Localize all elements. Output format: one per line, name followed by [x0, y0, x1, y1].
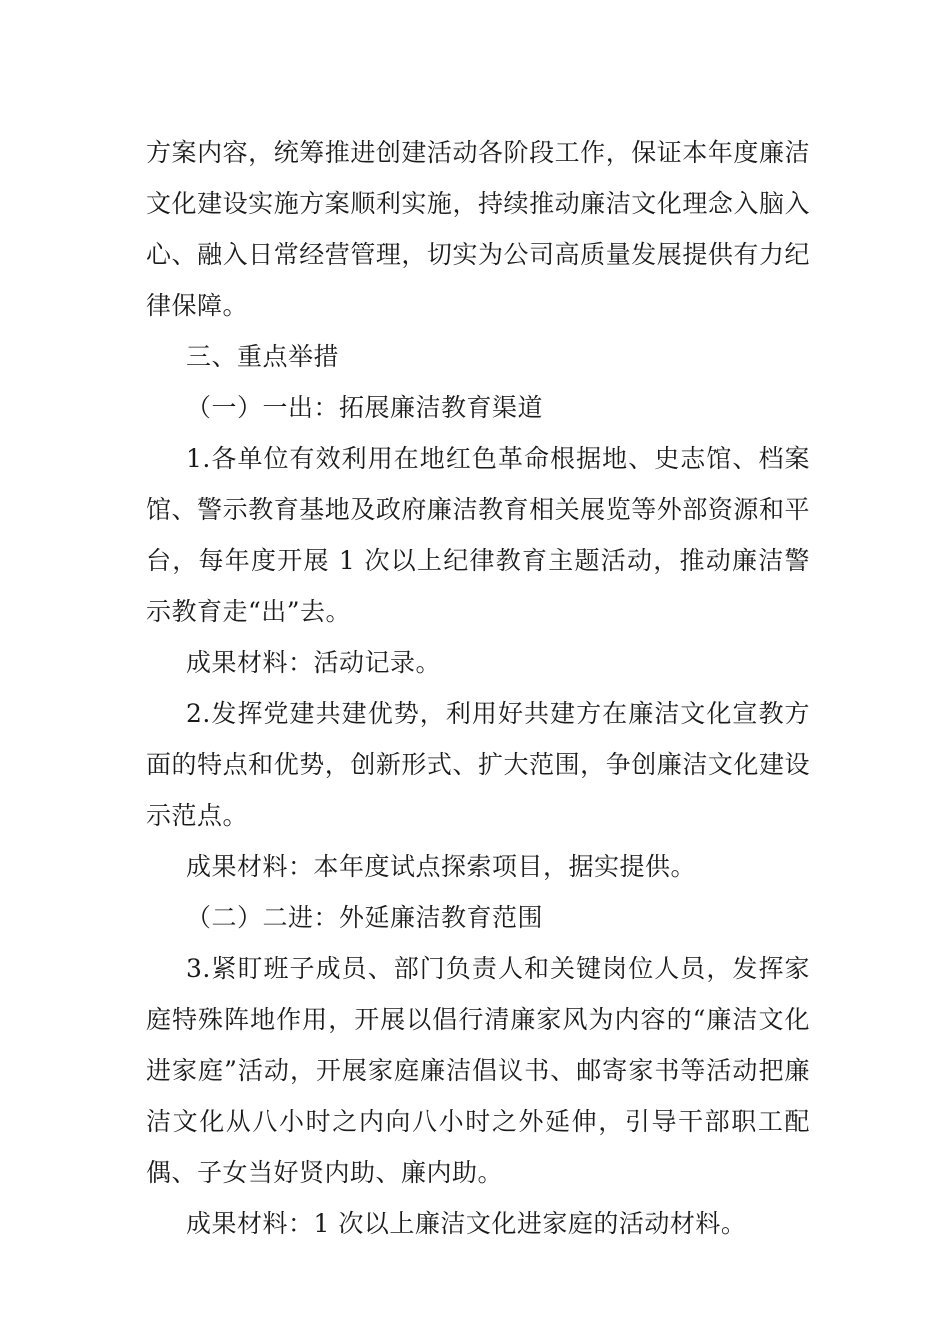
paragraph-continuation: 方案内容，统筹推进创建活动各阶段工作，保证本年度廉洁文化建设实施方案顺利实施，持续推动廉洁文化理念入脑入心、融入日常经营管理，切实为公司高质量发展提供有力纪律保障。 — [146, 138, 810, 320]
subsection-heading-2: （二）二进：外延廉洁教育范围 — [186, 903, 544, 932]
item-3-paragraph: 3.紧盯班子成员、部门负责人和关键岗位人员，发挥家庭特殊阵地作用，开展以倡行清廉家风为内容的“廉洁文化进家庭”活动，开展家庭廉洁倡议书、邮寄家书等活动把廉洁文化从八小时之内向八小时之外延伸，引导干部职工配偶、子女当好贤内助、廉内助。 — [146, 954, 810, 1187]
item-3-deliverable: 成果材料：1 次以上廉洁文化进家庭的活动材料。 — [186, 1209, 747, 1238]
document-body — [146, 127, 810, 1249]
item-1-deliverable: 成果材料：活动记录。 — [186, 648, 442, 677]
item-1-paragraph: 1.各单位有效利用在地红色革命根据地、史志馆、档案馆、警示教育基地及政府廉洁教育相关展览等外部资源和平台，每年度开展 1 次以上纪律教育主题活动，推动廉洁警示教育走“出”去。 — [146, 444, 810, 626]
section-heading-key-measures: 三、重点举措 — [186, 342, 340, 371]
subsection-heading-1: （一）一出：拓展廉洁教育渠道 — [186, 393, 544, 422]
item-2-paragraph: 2.发挥党建共建优势，利用好共建方在廉洁文化宣教方面的特点和优势，创新形式、扩大范围，争创廉洁文化建设示范点。 — [146, 699, 810, 830]
item-2-deliverable: 成果材料：本年度试点探索项目，据实提供。 — [186, 852, 697, 881]
